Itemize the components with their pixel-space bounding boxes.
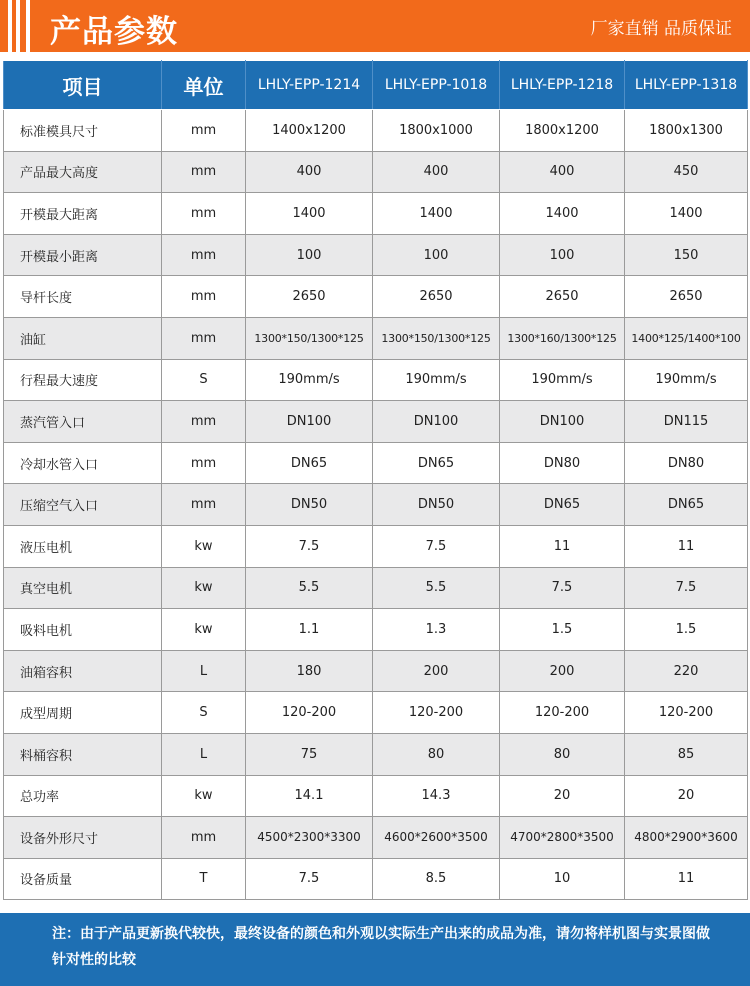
row-unit: mm — [162, 193, 246, 235]
row-value: 450 — [625, 151, 748, 193]
row-value: 120-200 — [373, 692, 500, 734]
row-value: 100 — [500, 234, 625, 276]
row-value: DN100 — [373, 401, 500, 443]
row-value: 400 — [246, 151, 373, 193]
header-slogan: 厂家直销 品质保证 — [590, 19, 732, 39]
row-unit: mm — [162, 317, 246, 359]
row-item-label: 料桶容积 — [4, 733, 162, 775]
row-item-label: 蒸汽管入口 — [4, 401, 162, 443]
table-row — [4, 733, 748, 775]
table-row — [4, 276, 748, 318]
footer-banner — [0, 913, 750, 986]
row-value: 11 — [625, 525, 748, 567]
row-value: 7.5 — [373, 525, 500, 567]
row-value: 4500*2300*3300 — [246, 817, 373, 859]
table-row — [4, 442, 748, 484]
row-item-label: 吸料电机 — [4, 609, 162, 651]
row-value: 11 — [500, 525, 625, 567]
row-value: 2650 — [625, 276, 748, 318]
row-item-label: 设备质量 — [4, 858, 162, 900]
row-unit: mm — [162, 234, 246, 276]
row-value: 1400 — [500, 193, 625, 235]
row-unit: mm — [162, 110, 246, 152]
row-unit: kw — [162, 609, 246, 651]
row-unit: kw — [162, 567, 246, 609]
header-model-1318: LHLY-EPP-1318 — [625, 61, 748, 110]
row-value: 7.5 — [500, 567, 625, 609]
row-item-label: 设备外形尺寸 — [4, 817, 162, 859]
row-value: 1800x1200 — [500, 110, 625, 152]
row-item-label: 产品最大高度 — [4, 151, 162, 193]
row-value: 2650 — [500, 276, 625, 318]
header-model-1214: LHLY-EPP-1214 — [246, 61, 373, 110]
row-value: 1400 — [246, 193, 373, 235]
spec-table — [3, 60, 748, 900]
table-row — [4, 317, 748, 359]
row-value: 10 — [500, 858, 625, 900]
row-value: DN80 — [500, 442, 625, 484]
table-row — [4, 151, 748, 193]
row-value: 1400 — [625, 193, 748, 235]
row-value: 1300*160/1300*125 — [500, 317, 625, 359]
row-value: 1400 — [373, 193, 500, 235]
table-row — [4, 609, 748, 651]
row-value: 4700*2800*3500 — [500, 817, 625, 859]
row-item-label: 油缸 — [4, 317, 162, 359]
row-item-label: 液压电机 — [4, 525, 162, 567]
row-value: 1400*125/1400*100 — [625, 317, 748, 359]
row-value: 200 — [373, 650, 500, 692]
row-unit: S — [162, 692, 246, 734]
row-value: 20 — [625, 775, 748, 817]
row-item-label: 油箱容积 — [4, 650, 162, 692]
row-value: 190mm/s — [625, 359, 748, 401]
row-value: 4800*2900*3600 — [625, 817, 748, 859]
row-value: 1.3 — [373, 609, 500, 651]
row-value: DN65 — [373, 442, 500, 484]
header-model-1018: LHLY-EPP-1018 — [373, 61, 500, 110]
footer-note: 注：由于产品更新换代较快，最终设备的颜色和外观以实际生产出来的成品为准，请勿将样机图与实景图做针对性的比较 — [52, 926, 710, 968]
row-value: 11 — [625, 858, 748, 900]
row-value: 200 — [500, 650, 625, 692]
row-unit: mm — [162, 442, 246, 484]
spec-table-container — [3, 60, 747, 900]
row-unit: mm — [162, 401, 246, 443]
row-value: 1300*150/1300*125 — [373, 317, 500, 359]
row-item-label: 总功率 — [4, 775, 162, 817]
table-row — [4, 193, 748, 235]
row-unit: L — [162, 733, 246, 775]
table-row — [4, 234, 748, 276]
row-value: 120-200 — [625, 692, 748, 734]
row-value: 1800x1300 — [625, 110, 748, 152]
row-value: 1400x1200 — [246, 110, 373, 152]
row-value: DN50 — [246, 484, 373, 526]
row-value: 120-200 — [246, 692, 373, 734]
table-row — [4, 525, 748, 567]
table-row — [4, 775, 748, 817]
row-value: 150 — [625, 234, 748, 276]
row-value: 20 — [500, 775, 625, 817]
row-value: DN100 — [500, 401, 625, 443]
row-unit: L — [162, 650, 246, 692]
row-item-label: 真空电机 — [4, 567, 162, 609]
table-row — [4, 484, 748, 526]
row-value: DN65 — [625, 484, 748, 526]
row-value: 190mm/s — [500, 359, 625, 401]
row-value: 8.5 — [373, 858, 500, 900]
table-row — [4, 858, 748, 900]
row-item-label: 导杆长度 — [4, 276, 162, 318]
header-model-1218: LHLY-EPP-1218 — [500, 61, 625, 110]
row-value: DN65 — [246, 442, 373, 484]
table-row — [4, 567, 748, 609]
row-value: 100 — [246, 234, 373, 276]
row-unit: mm — [162, 817, 246, 859]
header-item: 项目 — [4, 61, 162, 110]
table-row — [4, 650, 748, 692]
row-unit: T — [162, 858, 246, 900]
row-value: 1800x1000 — [373, 110, 500, 152]
row-unit: S — [162, 359, 246, 401]
row-value: 1300*150/1300*125 — [246, 317, 373, 359]
row-unit: mm — [162, 151, 246, 193]
row-item-label: 开模最大距离 — [4, 193, 162, 235]
table-row — [4, 692, 748, 734]
row-value: 5.5 — [246, 567, 373, 609]
row-value: 1.5 — [500, 609, 625, 651]
row-item-label: 开模最小距离 — [4, 234, 162, 276]
row-unit: kw — [162, 525, 246, 567]
row-value: 180 — [246, 650, 373, 692]
row-value: 85 — [625, 733, 748, 775]
row-value: 5.5 — [373, 567, 500, 609]
row-value: DN65 — [500, 484, 625, 526]
row-value: 14.3 — [373, 775, 500, 817]
row-value: 80 — [373, 733, 500, 775]
row-value: 4600*2600*3500 — [373, 817, 500, 859]
row-value: DN115 — [625, 401, 748, 443]
row-item-label: 行程最大速度 — [4, 359, 162, 401]
table-header-row — [4, 61, 748, 110]
row-value: 190mm/s — [246, 359, 373, 401]
row-value: DN80 — [625, 442, 748, 484]
header-unit: 单位 — [162, 61, 246, 110]
row-unit: kw — [162, 775, 246, 817]
row-value: 1.1 — [246, 609, 373, 651]
row-item-label: 标准模具尺寸 — [4, 110, 162, 152]
table-row — [4, 817, 748, 859]
row-value: 400 — [373, 151, 500, 193]
table-row — [4, 401, 748, 443]
row-value: 400 — [500, 151, 625, 193]
row-unit: mm — [162, 276, 246, 318]
page-header — [0, 0, 750, 52]
row-value: 2650 — [246, 276, 373, 318]
row-value: 7.5 — [246, 858, 373, 900]
row-item-label: 成型周期 — [4, 692, 162, 734]
row-value: 80 — [500, 733, 625, 775]
row-value: 75 — [246, 733, 373, 775]
table-row — [4, 110, 748, 152]
table-row — [4, 359, 748, 401]
row-value: 1.5 — [625, 609, 748, 651]
row-value: 220 — [625, 650, 748, 692]
row-item-label: 冷却水管入口 — [4, 442, 162, 484]
row-unit: mm — [162, 484, 246, 526]
row-value: 100 — [373, 234, 500, 276]
row-value: 190mm/s — [373, 359, 500, 401]
row-value: 2650 — [373, 276, 500, 318]
row-item-label: 压缩空气入口 — [4, 484, 162, 526]
page-title: 产品参数 — [50, 14, 178, 50]
row-value: 7.5 — [625, 567, 748, 609]
row-value: DN100 — [246, 401, 373, 443]
row-value: 7.5 — [246, 525, 373, 567]
row-value: 120-200 — [500, 692, 625, 734]
row-value: DN50 — [373, 484, 500, 526]
header-stripes-decoration — [8, 0, 30, 52]
row-value: 14.1 — [246, 775, 373, 817]
